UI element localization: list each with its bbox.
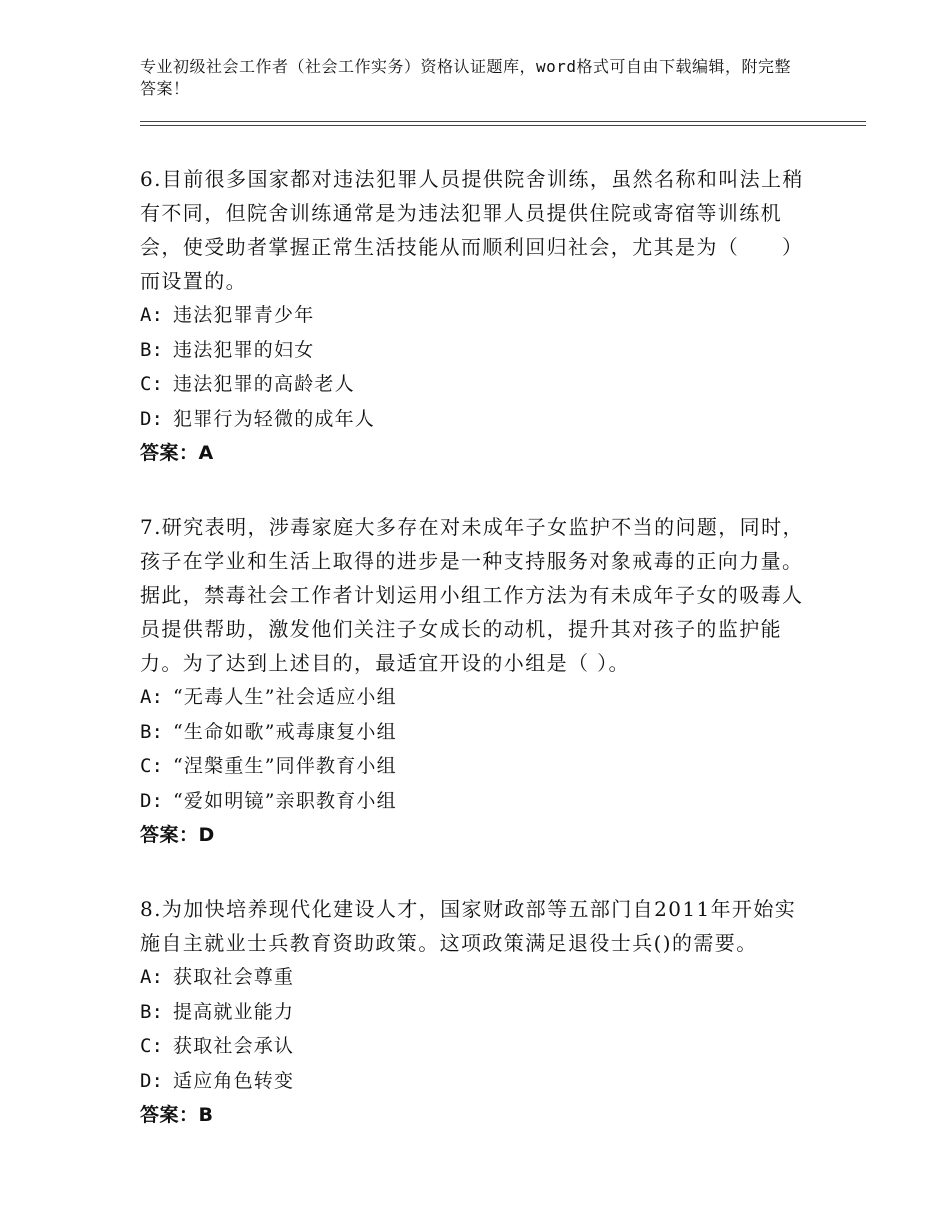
option-letter: A: [140, 686, 163, 708]
option-text: 适应角色转变 [173, 1069, 295, 1092]
option-text: 违法犯罪青少年 [173, 304, 315, 326]
option-text: “爱如明镜”亲职教育小组 [173, 789, 397, 812]
question-list [140, 162, 810, 1172]
option-text: 提高就业能力 [173, 1000, 295, 1023]
question-stem: 8.为加快培养现代化建设人才，国家财政部等五部门自2011年开始实施自主就业士兵教育资助政策。这项政策满足退役士兵()的需要。 [140, 897, 797, 955]
option-c [140, 1029, 810, 1064]
header-divider-top [140, 121, 866, 122]
option-b [140, 715, 810, 750]
answer-label: 答案：B [140, 1104, 214, 1126]
question-8 [140, 892, 810, 1132]
option-c [140, 749, 810, 784]
option-letter: C: [140, 755, 163, 777]
answer-label: 答案：A [140, 442, 214, 464]
option-text: “生命如歌”戒毒康复小组 [173, 720, 397, 743]
option-letter: A: [140, 304, 163, 326]
option-b [140, 333, 810, 368]
header-divider-bottom [140, 125, 866, 126]
option-letter: D: [140, 407, 163, 430]
option-letter: B: [140, 720, 163, 743]
option-text: “无毒人生”社会适应小组 [173, 686, 397, 708]
option-b [140, 995, 810, 1030]
option-letter: B: [140, 338, 163, 361]
question-6 [140, 162, 810, 470]
question-7 [140, 510, 810, 852]
option-letter: C: [140, 373, 163, 395]
option-letter: C: [140, 1035, 163, 1057]
option-letter: A: [140, 966, 163, 988]
option-text: 违法犯罪的妇女 [173, 338, 315, 361]
option-c [140, 367, 810, 402]
option-text: 获取社会承认 [173, 1035, 295, 1057]
question-stem: 7.研究表明，涉毒家庭大多存在对未成年子女监护不当的问题，同时，孩子在学业和生活上取得的进步是一种支持服务对象戒毒的正向力量。据此，禁毒社会工作者计划运用小组工作方法为有未成年子女的吸毒人员提供帮助，激发他们关注子女成长的动机，提升其对孩子的监护能力。为了达到上述目的，最适宜开设的小组是（ ）。 [140, 515, 804, 675]
option-a [140, 298, 810, 333]
option-letter: D: [140, 789, 163, 812]
option-letter: D: [140, 1069, 163, 1092]
option-d [140, 402, 810, 437]
option-a [140, 960, 810, 995]
option-a [140, 680, 810, 715]
option-letter: B: [140, 1000, 163, 1023]
question-stem: 6.目前很多国家都对违法犯罪人员提供院舍训练，虽然名称和叫法上稍有不同，但院舍训练通常是为违法犯罪人员提供住院或寄宿等训练机会，使受助者掌握正常生活技能从而顺利回归社会，尤其是为（ ）而设置的。 [140, 167, 804, 293]
option-text: 违法犯罪的高龄老人 [173, 373, 355, 395]
document-header: 专业初级社会工作者（社会工作实务）资格认证题库，word格式可自由下载编辑，附完整答案！ [140, 57, 792, 98]
option-text: 犯罪行为轻微的成年人 [173, 407, 376, 430]
option-text: 获取社会尊重 [173, 966, 295, 988]
option-text: “涅槃重生”同伴教育小组 [173, 755, 397, 777]
option-d [140, 1064, 810, 1099]
answer-label: 答案：D [140, 824, 215, 846]
option-d [140, 784, 810, 819]
